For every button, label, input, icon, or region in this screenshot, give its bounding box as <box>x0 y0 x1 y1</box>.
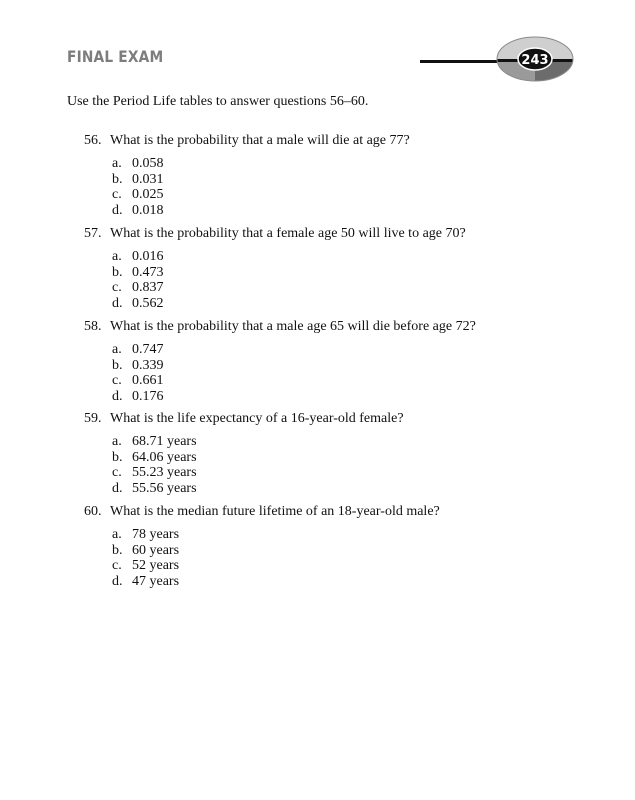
answer-option-letter: b. <box>112 265 123 280</box>
answer-option-letter: c. <box>112 465 122 480</box>
answer-option-text: 0.016 <box>132 249 164 264</box>
answer-option-letter: b. <box>112 172 123 187</box>
answer-option-text: 64.06 years <box>132 450 197 465</box>
question-text: What is the life expectancy of a 16-year-old female? <box>110 411 404 426</box>
answer-option-letter: b. <box>112 358 123 373</box>
answer-option-letter: b. <box>112 450 123 465</box>
answer-option-text: 47 years <box>132 574 180 589</box>
answer-option-letter: c. <box>112 187 122 202</box>
answer-option-text: 0.018 <box>132 203 164 218</box>
question-text: What is the median future lifetime of an 18-year-old male? <box>110 504 440 519</box>
answer-option-letter: d. <box>112 296 123 311</box>
answer-option-letter: a. <box>112 527 122 542</box>
answer-option-letter: b. <box>112 543 123 558</box>
answer-option-letter: c. <box>112 373 122 388</box>
answer-option-text: 55.23 years <box>132 465 197 480</box>
question-number: 58. <box>84 319 102 334</box>
page-number: 243 <box>521 53 549 68</box>
answer-option-text: 55.56 years <box>132 481 197 496</box>
answer-option-text: 0.031 <box>132 172 164 187</box>
answer-option-text: 0.562 <box>132 296 164 311</box>
question-number: 57. <box>84 226 102 241</box>
page-number-badge <box>495 36 575 82</box>
answer-option-letter: a. <box>112 434 122 449</box>
answer-option-text: 68.71 years <box>132 434 197 449</box>
answer-option-letter: a. <box>112 342 122 357</box>
question-text: What is the probability that a female age 50 will live to age 70? <box>110 226 466 241</box>
question-text: What is the probability that a male age 65 will die before age 72? <box>110 319 476 334</box>
question-number: 56. <box>84 133 102 148</box>
answer-option-text: 0.473 <box>132 265 164 280</box>
answer-option-letter: d. <box>112 574 123 589</box>
running-header-title: FINAL EXAM <box>67 47 164 66</box>
answer-option-letter: a. <box>112 249 122 264</box>
answer-option-letter: c. <box>112 280 122 295</box>
answer-option-text: 60 years <box>132 543 180 558</box>
instructions-text: Use the Period Life tables to answer questions 56–60. <box>67 94 369 109</box>
question-number: 59. <box>84 411 102 426</box>
answer-option-text: 0.025 <box>132 187 164 202</box>
answer-option-letter: d. <box>112 481 123 496</box>
question-text: What is the probability that a male will die at age 77? <box>110 133 410 148</box>
answer-option-text: 0.058 <box>132 156 164 171</box>
answer-option-text: 0.837 <box>132 280 164 295</box>
answer-option-letter: d. <box>112 389 123 404</box>
answer-option-text: 0.747 <box>132 342 164 357</box>
question-number: 60. <box>84 504 102 519</box>
answer-option-letter: c. <box>112 558 122 573</box>
answer-option-text: 0.339 <box>132 358 164 373</box>
answer-option-text: 0.176 <box>132 389 164 404</box>
answer-option-text: 78 years <box>132 527 180 542</box>
answer-option-letter: d. <box>112 203 123 218</box>
answer-option-text: 52 years <box>132 558 180 573</box>
answer-option-text: 0.661 <box>132 373 164 388</box>
answer-option-letter: a. <box>112 156 122 171</box>
